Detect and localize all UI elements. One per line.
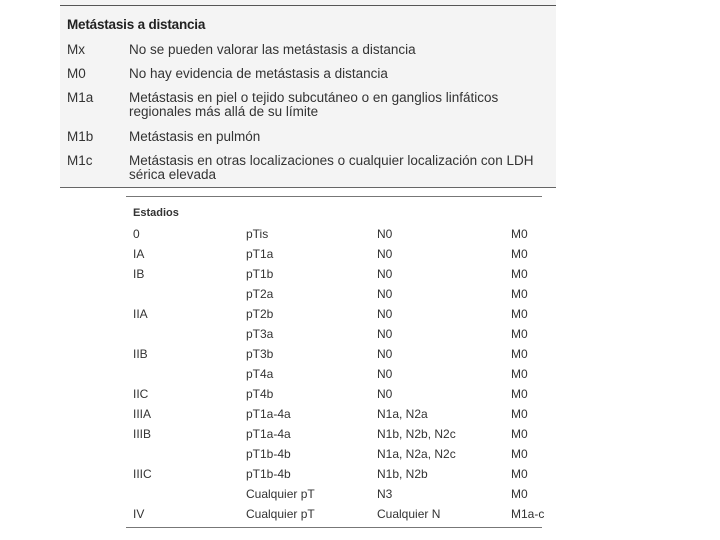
t-cell: pT4a [246,367,274,381]
metastasis-desc: No se pueden valorar las metástasis a distancia [129,42,416,57]
table-row [133,366,533,382]
m-cell: M0 [511,307,528,321]
t-cell: pT2b [246,307,274,321]
n-cell: N1b, N2b, N2c [377,427,456,441]
t-cell: pT1a [246,247,274,261]
table-row [133,246,533,262]
stage-cell: IB [133,267,145,281]
m-cell: M0 [511,227,528,241]
t-cell: pT3a [246,327,274,341]
n-cell: N3 [377,487,393,501]
n-cell: N0 [377,327,393,341]
m-cell: M0 [511,327,528,341]
m-cell: M0 [511,287,528,301]
stage-cell: 0 [133,227,140,241]
metastasis-desc: Metástasis en otras localizaciones o cualquier localización con LDH sérica elevada [129,153,534,182]
metastasis-code: Mx [67,42,85,57]
t-cell: pTis [246,227,269,241]
metastasis-bottom-rule [60,187,556,188]
table-row [133,486,533,502]
n-cell: N0 [377,307,393,321]
t-cell: pT1b-4b [246,467,291,481]
t-cell: pT4b [246,387,274,401]
m-cell: M0 [511,347,528,361]
n-cell: N0 [377,267,393,281]
table-row [133,386,533,402]
stages-bottom-rule [126,527,542,528]
t-cell: pT1a-4a [246,427,291,441]
table-row [133,506,545,522]
n-cell: N0 [377,367,393,381]
table-row [133,426,533,442]
stage-cell: IA [133,247,145,261]
metastasis-code: M1b [67,129,94,144]
n-cell: N1a, N2a, N2c [377,447,456,461]
m-cell: M0 [511,367,528,381]
m-cell: M0 [511,387,528,401]
stage-cell: IIC [133,387,149,401]
metastasis-title: Metástasis a distancia [67,17,206,32]
table-row [133,306,533,322]
table-row [133,446,533,462]
m-cell: M0 [511,407,528,421]
t-cell: pT1b-4b [246,447,291,461]
m-cell: M0 [511,487,528,501]
table-row [133,346,533,362]
n-cell: N0 [377,387,393,401]
metastasis-code: M1a [67,90,94,105]
metastasis-desc: No hay evidencia de metástasis a distancia [129,66,388,81]
t-cell: pT1a-4a [246,407,291,421]
m-cell: M0 [511,467,528,481]
stage-cell: IV [133,507,145,521]
table-row [133,226,533,242]
n-cell: N0 [377,247,393,261]
t-cell: pT1b [246,267,274,281]
table-row [133,266,533,282]
top-rule [60,5,556,6]
stage-cell: IIIA [133,407,152,421]
metastasis-desc: Metástasis en piel o tejido subcutáneo o en ganglios linfáticos regionales más allá de su límite [129,90,499,119]
t-cell: pT3b [246,347,274,361]
metastasis-desc: Metástasis en pulmón [129,129,261,144]
t-cell: pT2a [246,287,274,301]
t-cell: Cualquier pT [246,487,315,501]
metastasis-code: M1c [67,153,93,168]
m-cell: M1a-c [511,507,545,521]
table-row [133,286,533,302]
table-row [133,466,533,482]
table-row [133,326,533,342]
stages-title: Estadios [133,207,179,219]
n-cell: Cualquier N [377,507,441,521]
m-cell: M0 [511,427,528,441]
n-cell: N1a, N2a [377,407,428,421]
m-cell: M0 [511,247,528,261]
t-cell: Cualquier pT [246,507,315,521]
stage-cell: IIB [133,347,148,361]
stage-cell: IIIC [133,467,152,481]
n-cell: N1b, N2b [377,467,428,481]
stage-cell: IIA [133,307,148,321]
n-cell: N0 [377,287,393,301]
stage-cell: IIIB [133,427,152,441]
metastasis-code: M0 [67,66,86,81]
table-row [133,406,533,422]
m-cell: M0 [511,267,528,281]
m-cell: M0 [511,447,528,461]
stages-top-rule [126,196,542,197]
n-cell: N0 [377,347,393,361]
n-cell: N0 [377,227,393,241]
